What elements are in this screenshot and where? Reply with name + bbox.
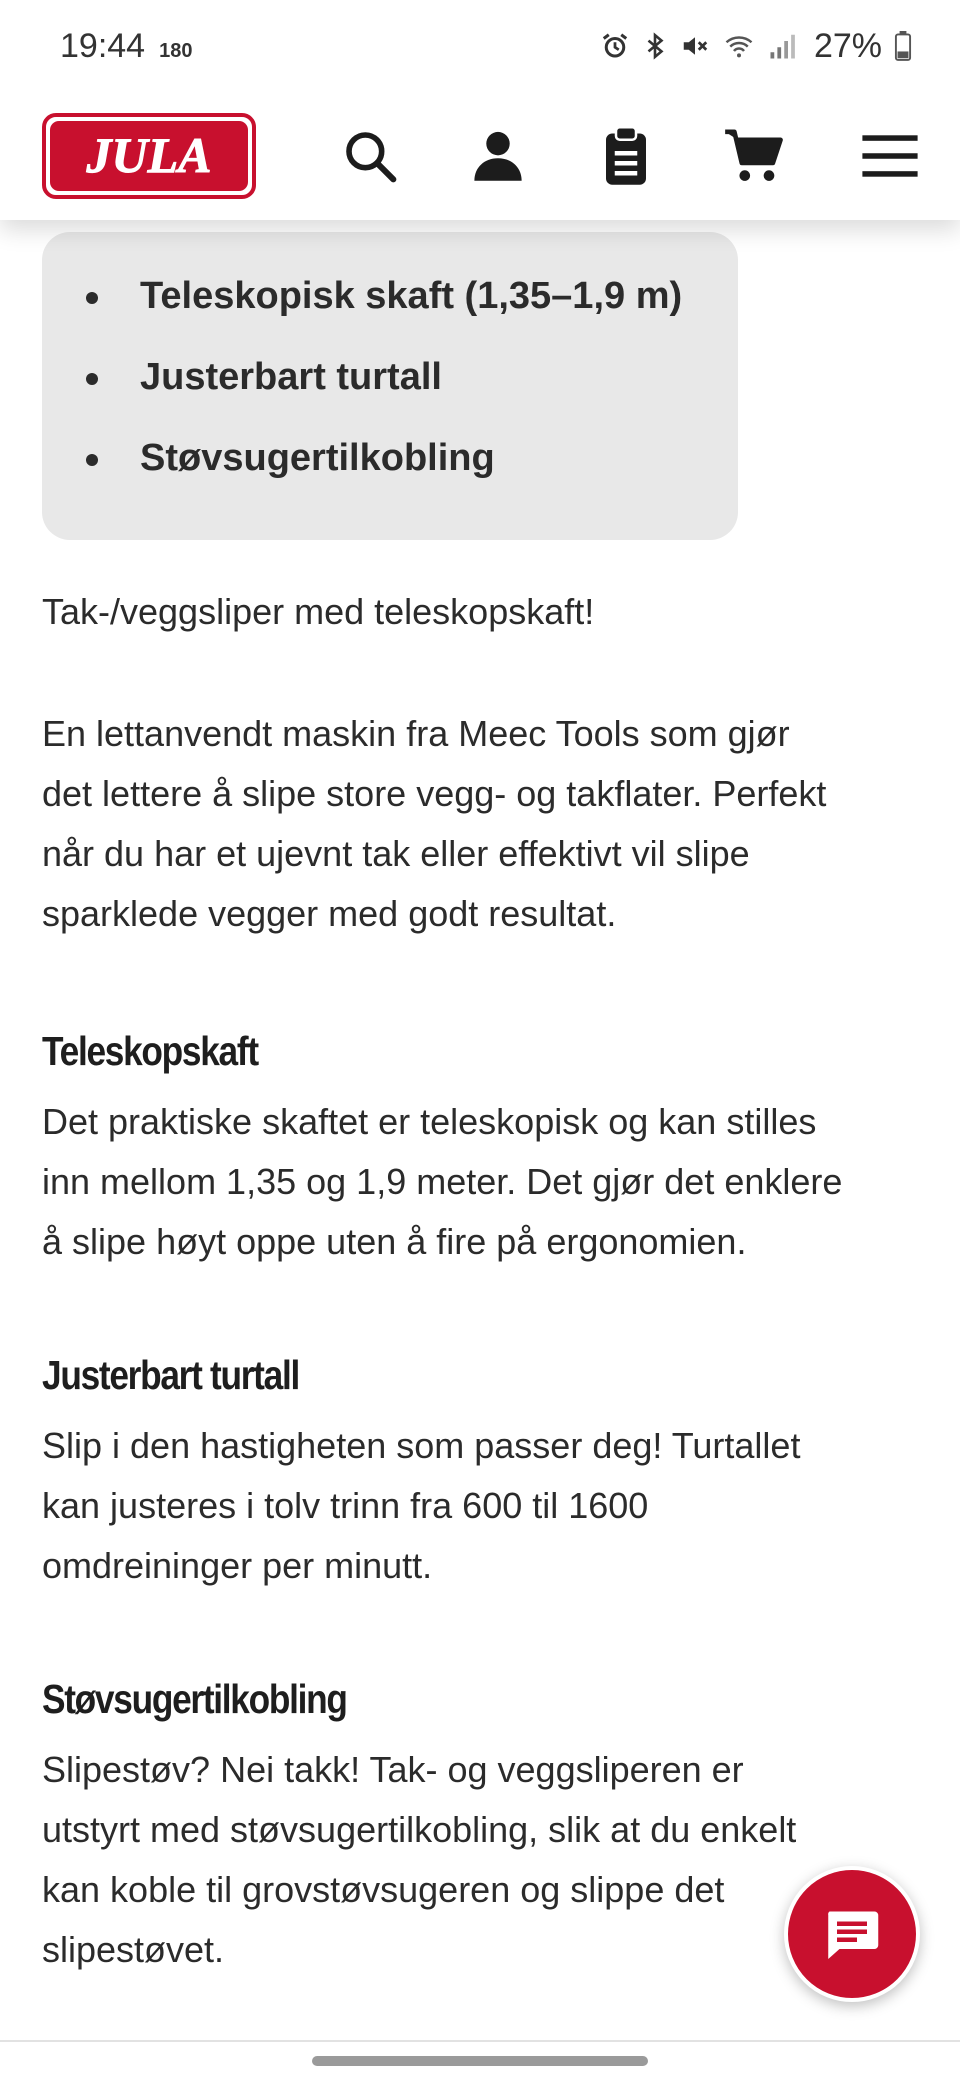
menu-icon [862, 133, 918, 179]
menu-button[interactable] [818, 106, 918, 206]
system-nav-divider [0, 2040, 960, 2042]
status-bar [0, 0, 960, 92]
text-line: det lettere å slipe store vegg- og takflater. Perfekt [42, 773, 827, 814]
network-speed: 180 [159, 39, 193, 62]
usp-item: Støvsugertilkobling [42, 438, 738, 519]
status-left [60, 27, 192, 66]
section-heading-turtall: Justerbart turtall [42, 1352, 299, 1398]
clipboard-list-icon [603, 126, 649, 186]
section-text-turtall [42, 1416, 922, 1596]
text-line: når du har et ujevnt tak eller effektivt vil slipe [42, 833, 750, 874]
sound-muted-icon [680, 31, 710, 61]
section-heading-teleskopskaft: Teleskopskaft [42, 1028, 258, 1074]
jula-logo[interactable] [42, 113, 256, 199]
status-icons [600, 27, 912, 66]
text-line: Det praktiske skaftet er teleskopisk og kan stilles [42, 1101, 817, 1142]
jula-logo-wordmark [59, 126, 239, 186]
cart-button[interactable] [690, 106, 818, 206]
text-line: å slipe høyt oppe uten å fire på ergonomien. [42, 1221, 747, 1262]
bluetooth-icon [642, 31, 668, 61]
section-text-teleskopskaft [42, 1092, 922, 1272]
text-line: kan justeres i tolv trinn fra 600 til 1600 [42, 1485, 649, 1526]
tagline: Tak-/veggsliper med teleskopskaft! [42, 591, 595, 632]
alarm-icon [600, 31, 630, 61]
text-line: En lettanvendt maskin fra Meec Tools som gjør [42, 713, 790, 754]
shopping-list-button[interactable] [562, 106, 690, 206]
signal-icon [768, 31, 798, 61]
usp-list [42, 276, 738, 519]
battery-icon [894, 31, 912, 61]
account-button[interactable] [434, 106, 562, 206]
text-line: omdreininger per minutt. [42, 1545, 433, 1586]
text-line: slipestøvet. [42, 1929, 225, 1970]
wifi-icon [722, 31, 756, 61]
text-line: utstyrt med støvsugertilkobling, slik at du enkelt [42, 1809, 797, 1850]
text-line: inn mellom 1,35 og 1,9 meter. Det gjør det enklere [42, 1161, 843, 1202]
text-line: sparklede vegger med godt resultat. [42, 893, 617, 934]
logo-plate [50, 121, 248, 191]
chat-button[interactable] [784, 1866, 920, 2002]
chat-icon [822, 1904, 882, 1964]
section-heading-stovsuger: Støvsugertilkobling [42, 1676, 347, 1722]
account-icon [471, 127, 525, 185]
logo-text: JULA [86, 127, 212, 183]
usp-item: Teleskopisk skaft (1,35–1,9 m) [42, 276, 738, 357]
header-nav-icons [306, 106, 918, 206]
battery-percentage: 27% [813, 26, 882, 65]
home-gesture-bar[interactable] [312, 2056, 648, 2066]
usp-box [42, 232, 738, 540]
cart-icon [724, 128, 784, 184]
text-line: Slip i den hastigheten som passer deg! Turtallet [42, 1425, 801, 1466]
intro-paragraph [42, 704, 922, 944]
search-button[interactable] [306, 106, 434, 206]
status-time: 19:44 [60, 26, 146, 65]
search-icon [342, 128, 398, 184]
text-line: Slipestøv? Nei takk! Tak- og veggsliperen er [42, 1749, 744, 1790]
usp-item: Justerbart turtall [42, 357, 738, 438]
text-line: kan koble til grovstøvsugeren og slippe det [42, 1869, 725, 1910]
site-header [0, 92, 960, 220]
